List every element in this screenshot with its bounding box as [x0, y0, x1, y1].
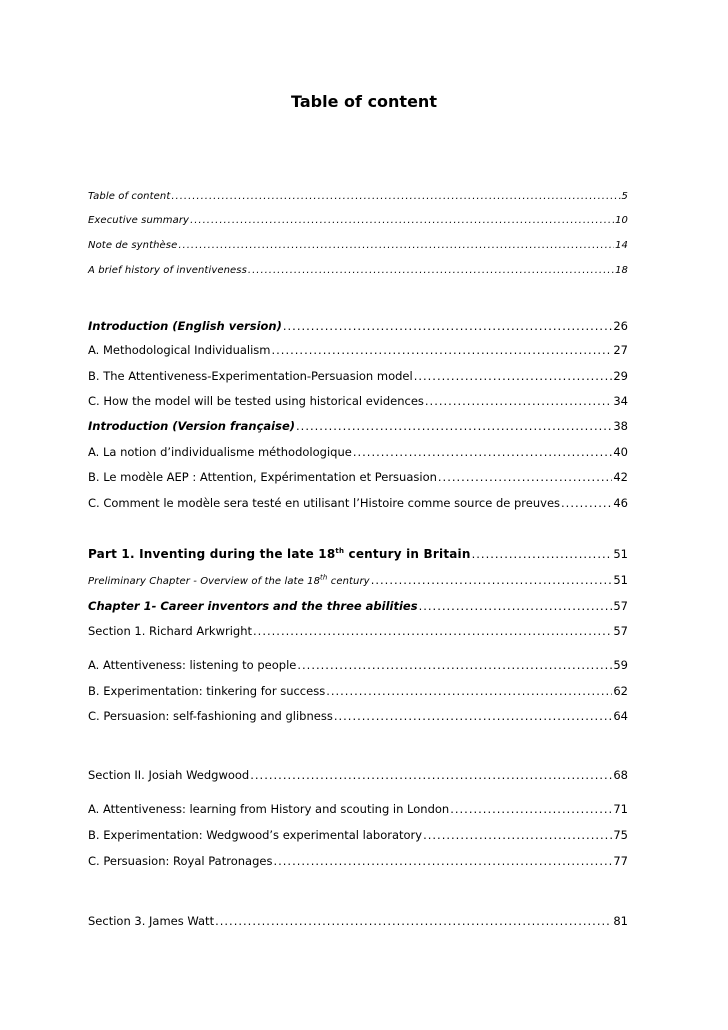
toc-entry-label: Preliminary Chapter - Overview of the late 18th century [88, 573, 370, 587]
toc-entry[interactable] [88, 468, 628, 486]
toc-entry-page: 71 [613, 802, 628, 816]
dot-leader [297, 656, 612, 674]
dot-leader [190, 212, 614, 230]
toc-entry[interactable] [88, 392, 628, 410]
toc-entry-label: C. How the model will be tested using historical evidences [88, 394, 424, 408]
toc-entry-page: 29 [613, 369, 628, 383]
toc-entry-page: 75 [613, 828, 628, 842]
toc-entry-page: 10 [615, 215, 628, 226]
toc-entry-page: 34 [613, 394, 628, 408]
toc-entry-label: Part 1. Inventing during the late 18th century in Britain [88, 547, 471, 561]
toc-entry-label: C. Persuasion: Royal Patronages [88, 854, 273, 868]
toc-entry[interactable] [88, 656, 628, 674]
toc-entry-label: Executive summary [88, 215, 190, 226]
toc-entry[interactable] [88, 443, 628, 461]
toc-entry-page: 64 [613, 709, 628, 723]
toc-entry-label: B. Experimentation: tinkering for success [88, 684, 326, 698]
dot-leader [425, 392, 612, 410]
toc-entry-page: 42 [613, 470, 628, 484]
dot-leader [273, 852, 612, 870]
toc-entry-label: A. Attentiveness: listening to people [88, 658, 297, 672]
toc-entry[interactable] [88, 800, 628, 818]
dot-leader [253, 622, 612, 640]
dot-leader [248, 262, 614, 280]
toc-entry[interactable] [88, 852, 628, 870]
toc-entry-label: A brief history of inventiveness [88, 265, 247, 276]
toc-entry[interactable] [88, 212, 628, 230]
toc-entry-label: B. Experimentation: Wedgwood’s experimental laboratory [88, 828, 423, 842]
dot-leader [215, 912, 612, 930]
toc-entry-page: 51 [613, 547, 628, 561]
dot-leader [283, 317, 613, 335]
toc-entry-label: Chapter 1- Career inventors and the three abilities [88, 599, 418, 613]
dot-leader [561, 494, 612, 512]
toc-entry[interactable] [88, 622, 628, 640]
page-title: Table of content [291, 92, 437, 111]
toc-entry-label: B. The Attentiveness-Experimentation-Persuasion model [88, 369, 413, 383]
toc-entry-label: Section II. Josiah Wedgwood [88, 768, 250, 782]
toc-entry[interactable] [88, 707, 628, 725]
dot-leader [414, 367, 613, 385]
dot-leader [371, 571, 613, 589]
dot-leader [250, 766, 612, 784]
toc-entry[interactable] [88, 597, 628, 615]
toc-entry-page: 5 [621, 191, 628, 202]
toc-entry-label: A. Methodological Individualism [88, 343, 271, 357]
toc-entry-label: Table of content [88, 191, 171, 202]
toc-entry[interactable] [88, 237, 628, 255]
toc-entry[interactable] [88, 826, 628, 844]
toc-entry[interactable] [88, 262, 628, 280]
toc-entry[interactable] [88, 682, 628, 700]
dot-leader [296, 417, 612, 435]
toc-entry-label: Section 1. Richard Arkwright [88, 624, 253, 638]
toc-entry-page: 26 [613, 319, 628, 333]
toc-entry[interactable] [88, 494, 628, 512]
toc-entry[interactable] [88, 417, 628, 435]
toc-entry-page: 57 [613, 624, 628, 638]
toc-entry[interactable] [88, 545, 628, 563]
toc-entry-page: 68 [613, 768, 628, 782]
toc-entry[interactable] [88, 188, 628, 206]
toc-entry-page: 51 [613, 573, 628, 587]
toc-entry-page: 14 [615, 240, 628, 251]
toc-entry[interactable] [88, 317, 628, 335]
toc-entry-label: B. Le modèle AEP : Attention, Expérimentation et Persuasion [88, 470, 437, 484]
toc-entry-page: 38 [613, 419, 628, 433]
dot-leader [171, 188, 620, 206]
dot-leader [450, 800, 612, 818]
toc-entry-page: 59 [613, 658, 628, 672]
dot-leader [334, 707, 613, 725]
dot-leader [438, 468, 612, 486]
toc-entry-label: Introduction (English version) [88, 319, 282, 333]
toc-entry-label: A. La notion d’individualisme méthodologique [88, 445, 352, 459]
dot-leader [472, 545, 613, 563]
toc-entry[interactable] [88, 912, 628, 930]
toc-entry[interactable] [88, 341, 628, 359]
dot-leader [326, 682, 612, 700]
toc-entry[interactable] [88, 766, 628, 784]
toc-entry-page: 18 [615, 265, 628, 276]
dot-leader [178, 237, 614, 255]
toc-entry-label: A. Attentiveness: learning from History and scouting in London [88, 802, 450, 816]
dot-leader [271, 341, 612, 359]
toc-entry[interactable] [88, 367, 628, 385]
toc-entry-label: Introduction (Version française) [88, 419, 296, 433]
dot-leader [353, 443, 613, 461]
toc-entry-page: 40 [613, 445, 628, 459]
toc-entry-page: 62 [613, 684, 628, 698]
toc-entry-page: 81 [613, 914, 628, 928]
toc-entry-label: C. Persuasion: self-fashioning and glibness [88, 709, 333, 723]
toc-entry-page: 46 [613, 496, 628, 510]
toc-entry-label: Note de synthèse [88, 240, 178, 251]
toc-entry-page: 57 [613, 599, 628, 613]
dot-leader [419, 597, 613, 615]
toc-entry-label: Section 3. James Watt [88, 914, 215, 928]
toc-entry-page: 27 [613, 343, 628, 357]
dot-leader [423, 826, 612, 844]
toc-entry[interactable] [88, 571, 628, 591]
toc-entry-label: C. Comment le modèle sera testé en utilisant l’Histoire comme source de preuves [88, 496, 561, 510]
toc-entry-page: 77 [613, 854, 628, 868]
